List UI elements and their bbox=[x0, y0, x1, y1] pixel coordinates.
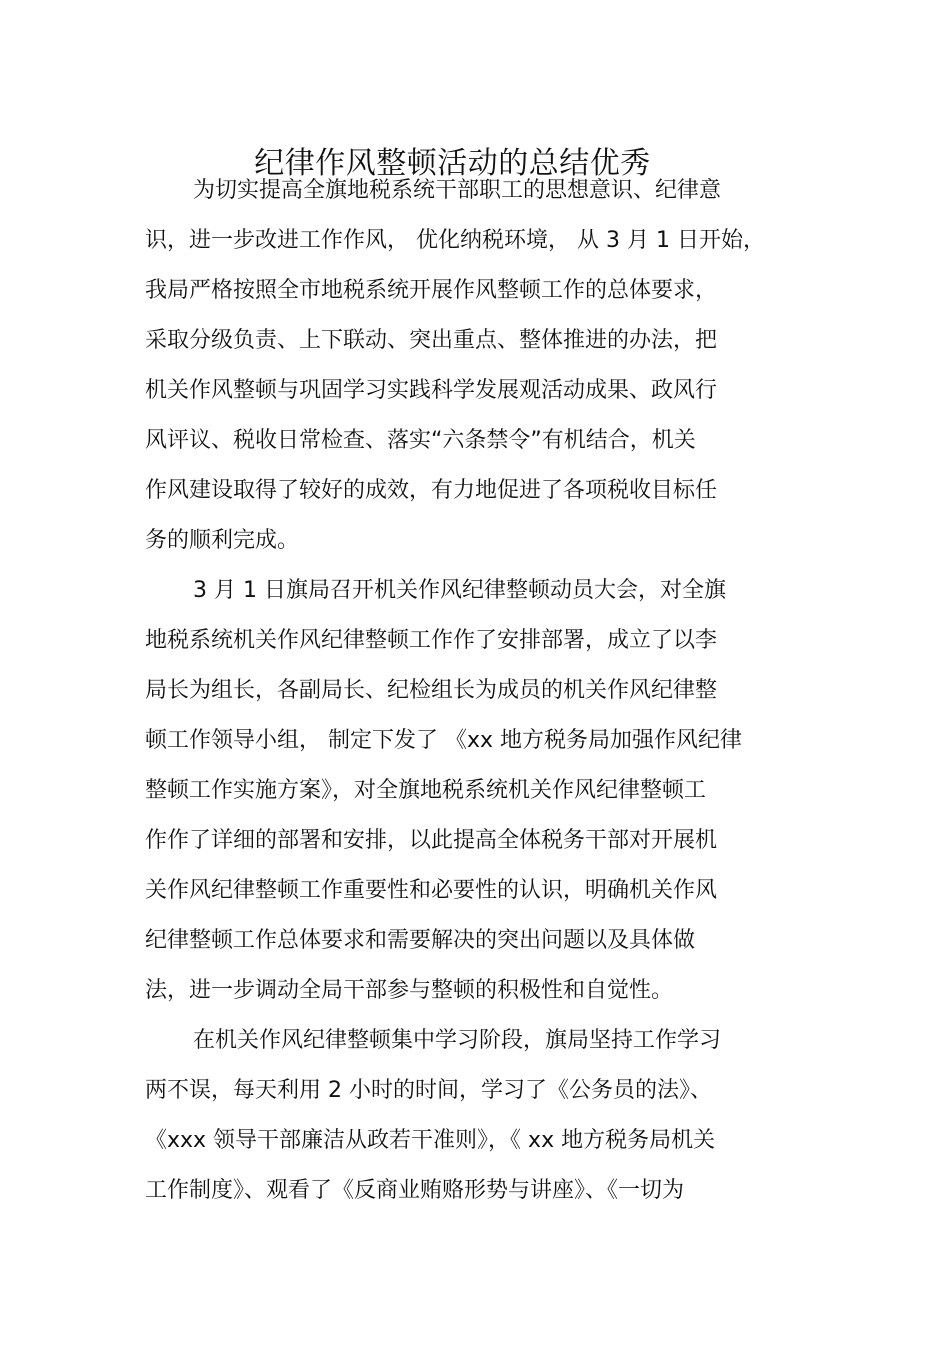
document-title: 纪律作风整顿活动的总结优秀 bbox=[254, 146, 651, 182]
paragraph-line: 识，进一步改进工作作风， 优化纳税环境， 从 3 月 1 日开始， bbox=[145, 228, 765, 253]
paragraph-line: 地税系统机关作风纪律整顿工作作了安排部署，成立了以李 bbox=[145, 628, 718, 653]
paragraph-line: 3 月 1 日旗局召开机关作风纪律整顿动员大会，对全旗 bbox=[193, 578, 726, 603]
paragraph-line: 工作制度》、观看了《反商业贿赂形势与讲座》、《一切为 bbox=[145, 1178, 685, 1203]
paragraph-line: 法，进一步调动全局干部参与整顿的积极性和自觉性。 bbox=[145, 978, 674, 1003]
paragraph-line: 整顿工作实施方案》，对全旗地税系统机关作风纪律整顿工 bbox=[145, 778, 707, 803]
paragraph-line: 局长为组长，各副局长、纪检组长为成员的机关作风纪律整 bbox=[145, 678, 718, 703]
paragraph-line: 两不误，每天利用 2 小时的时间，学习了《公务员的法》、 bbox=[145, 1078, 712, 1103]
paragraph-line: 《xxx 领导干部廉洁从政若干准则》，《 xx 地方税务局机关 bbox=[145, 1128, 716, 1153]
paragraph-line: 采取分级负责、上下联动、突出重点、整体推进的办法，把 bbox=[145, 328, 718, 353]
paragraph-line: 风评议、税收日常检查、落实“六条禁令”有机结合，机关 bbox=[145, 428, 696, 453]
paragraph-line: 关作风纪律整顿工作重要性和必要性的认识，明确机关作风 bbox=[145, 878, 718, 903]
paragraph-line: 务的顺利完成。 bbox=[145, 528, 300, 553]
paragraph-line: 机关作风整顿与巩固学习实践科学发展观活动成果、政风行 bbox=[145, 378, 718, 403]
paragraph-line: 作作了详细的部署和安排，以此提高全体税务干部对开展机 bbox=[145, 828, 718, 853]
paragraph-line: 在机关作风纪律整顿集中学习阶段，旗局坚持工作学习 bbox=[193, 1028, 722, 1053]
paragraph-line: 我局严格按照全市地税系统开展作风整顿工作的总体要求， bbox=[145, 278, 718, 303]
paragraph-line: 顿工作领导小组， 制定下发了 《xx 地方税务局加强作风纪律 bbox=[145, 728, 743, 753]
paragraph-line: 为切实提高全旗地税系统干部职工的思想意识、纪律意 bbox=[193, 178, 722, 203]
paragraph-line: 纪律整顿工作总体要求和需要解决的突出问题以及具体做 bbox=[145, 928, 696, 953]
paragraph-line: 作风建设取得了较好的成效，有力地促进了各项税收目标任 bbox=[145, 478, 718, 503]
